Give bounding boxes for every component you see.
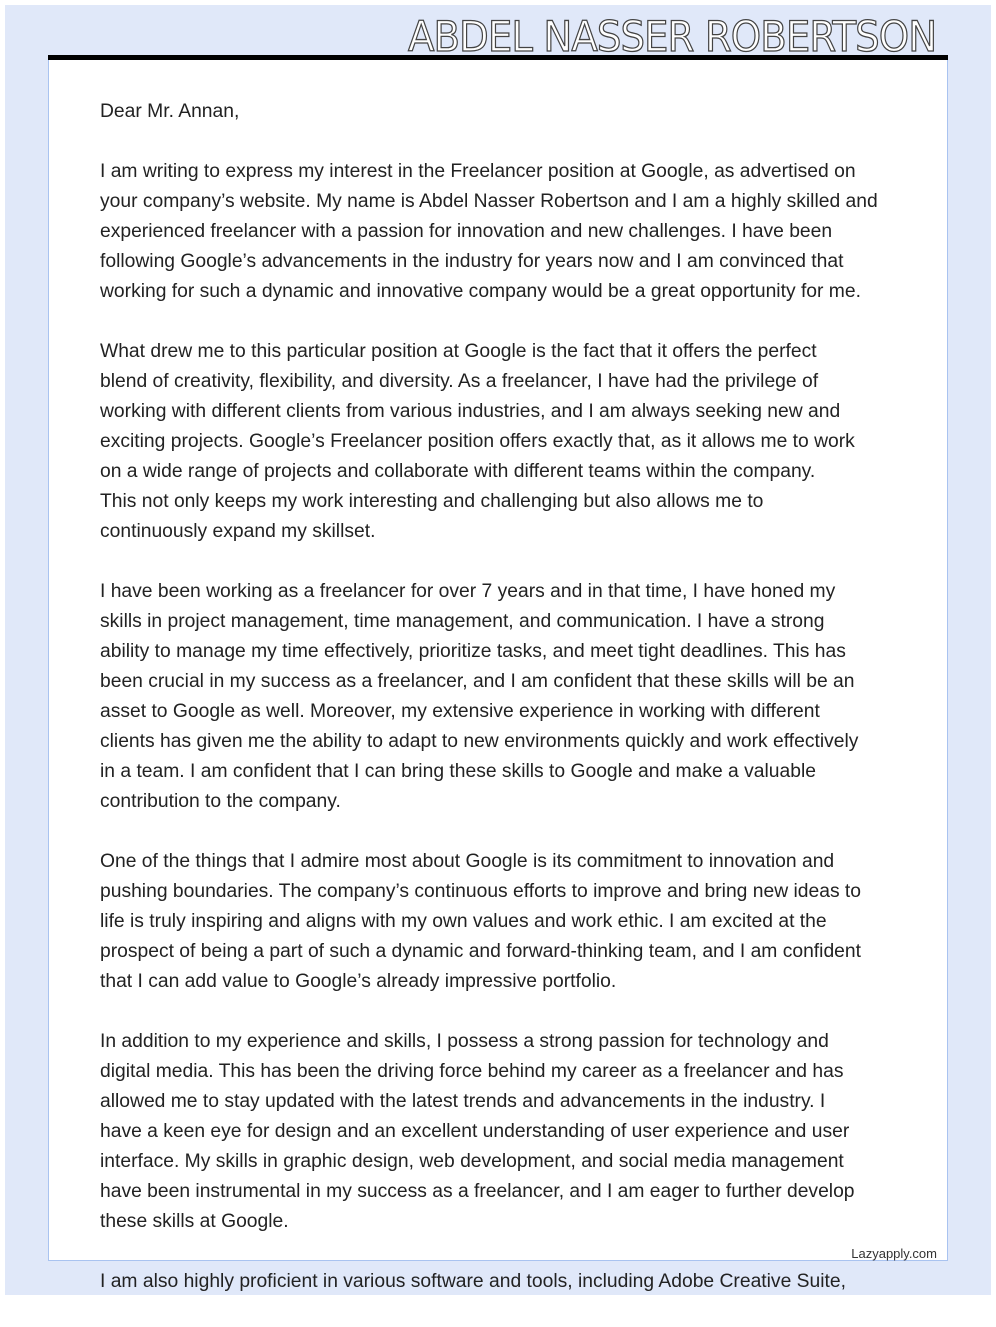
letter-body bbox=[100, 97, 878, 1327]
text-line: continuously expand my skillset. bbox=[100, 521, 376, 542]
text-line: What drew me to this particular position at Google is the fact that it offers the perfect bbox=[100, 341, 817, 362]
letter-paragraph bbox=[100, 577, 878, 817]
text-line: I am writing to express my interest in the Freelancer position at Google, as advertised on bbox=[100, 161, 856, 182]
text-line: life is truly inspiring and aligns with my own values and work ethic. I am excited at the bbox=[100, 911, 827, 932]
text-line: following Google’s advancements in the industry for years now and I am convinced that bbox=[100, 251, 844, 272]
text-line: allowed me to stay updated with the latest trends and advancements in the industry. I bbox=[100, 1091, 826, 1112]
letter-paragraph bbox=[100, 157, 878, 307]
text-line: In addition to my experience and skills, I possess a strong passion for technology and bbox=[100, 1031, 829, 1052]
text-line: have been instrumental in my success as a freelancer, and I am eager to further develop bbox=[100, 1181, 855, 1202]
salutation: Dear Mr. Annan, bbox=[100, 101, 240, 122]
text-line: I am also highly proficient in various software and tools, including Adobe Creative Suite, bbox=[100, 1271, 846, 1292]
text-line: working with different clients from various industries, and I am always seeking new and bbox=[100, 401, 841, 422]
text-line: pushing boundaries. The company’s continuous efforts to improve and bring new ideas to bbox=[100, 881, 862, 902]
text-line: have a keen eye for design and an excellent understanding of user experience and user bbox=[100, 1121, 850, 1142]
text-line: been crucial in my success as a freelancer, and I am confident that these skills will be an bbox=[100, 671, 855, 692]
letter-paragraph bbox=[100, 1267, 878, 1297]
text-line: these skills at Google. bbox=[100, 1211, 289, 1232]
letter-paragraph bbox=[100, 1027, 878, 1237]
text-line: ability to manage my time effectively, prioritize tasks, and meet tight deadlines. This has bbox=[100, 641, 846, 662]
watermark: Lazyapply.com bbox=[851, 1246, 937, 1261]
text-line: that I can add value to Google’s already impressive portfolio. bbox=[100, 971, 617, 992]
applicant-name: ABDEL NASSER ROBERTSON bbox=[407, 12, 936, 61]
text-line: on a wide range of projects and collaborate with different teams within the company. bbox=[100, 461, 816, 482]
text-line: experienced freelancer with a passion for innovation and new challenges. I have been bbox=[100, 221, 833, 242]
text-line: contribution to the company. bbox=[100, 791, 341, 812]
letter-paragraph bbox=[100, 337, 878, 547]
text-line: exciting projects. Google’s Freelancer position offers exactly that, as it allows me to work bbox=[100, 431, 855, 452]
text-line: working for such a dynamic and innovative company would be a great opportunity for me. bbox=[100, 281, 861, 302]
letter-paragraph bbox=[100, 847, 878, 997]
text-line: I have been working as a freelancer for over 7 years and in that time, I have honed my bbox=[100, 581, 836, 602]
text-line: interface. My skills in graphic design, web development, and social media management bbox=[100, 1151, 844, 1172]
text-line: your company’s website. My name is Abdel Nasser Robertson and I am a highly skilled and bbox=[100, 191, 878, 212]
text-line: in a team. I am confident that I can bring these skills to Google and make a valuable bbox=[100, 761, 816, 782]
text-line: asset to Google as well. Moreover, my extensive experience in working with different bbox=[100, 701, 820, 722]
text-line: clients has given me the ability to adapt to new environments quickly and work effectively bbox=[100, 731, 859, 752]
text-line: One of the things that I admire most about Google is its commitment to innovation and bbox=[100, 851, 835, 872]
text-line: This not only keeps my work interesting and challenging but also allows me to bbox=[100, 491, 764, 512]
text-line: digital media. This has been the driving force behind my career as a freelancer and has bbox=[100, 1061, 844, 1082]
text-line: blend of creativity, flexibility, and diversity. As a freelancer, I have had the privilege of bbox=[100, 371, 819, 392]
text-line: prospect of being a part of such a dynamic and forward-thinking team, and I am confident bbox=[100, 941, 861, 962]
text-line: skills in project management, time management, and communication. I have a strong bbox=[100, 611, 825, 632]
